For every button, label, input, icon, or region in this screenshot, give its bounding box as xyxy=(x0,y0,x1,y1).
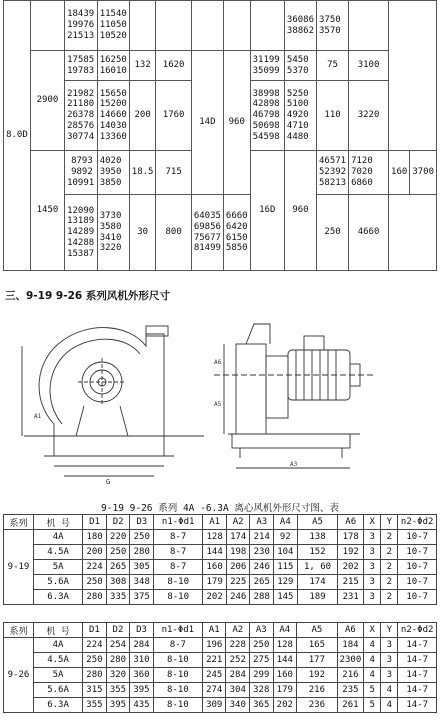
power-cell xyxy=(129,1,156,51)
power-cell: 30 xyxy=(129,195,156,271)
table-header-row: 系列 机 号 D1 D2 D3 n1-Φd1 A1 A2 A3 A4 A5 A6 X Y n2-Φd2 xyxy=(4,623,437,638)
pressure2-cell: 5450 5370 xyxy=(284,51,316,81)
fan-outline-drawing xyxy=(14,306,434,486)
power2-cell: 250 xyxy=(317,195,349,271)
pressure-cell: 11540 11050 10520 xyxy=(97,1,129,51)
table-row: 9-26 4A 224 254 284 8-7 196 228 250 128 165 184 4 3 14-7 xyxy=(4,638,437,653)
table-row: 5.6A 315 355 395 8-10 274 304 328 179 216 235 5 4 14-7 xyxy=(4,683,437,698)
flow2-cell: 31199 35099 xyxy=(250,51,284,81)
power2-cell: 75 xyxy=(317,51,349,81)
flow-cell: 12090 13189 14289 14288 15387 xyxy=(65,195,98,271)
table-header-row: 系列 机 号 D1 D2 D3 n1-Φd1 A1 A2 A3 A4 A5 A6 X Y n2-Φd2 xyxy=(4,515,437,530)
motor-rpm-cell: 960 xyxy=(284,151,316,271)
flow2-cell: 38998 42898 46798 50698 54598 xyxy=(250,81,284,151)
price2-cell xyxy=(349,1,389,51)
price2-cell: 3700 xyxy=(410,151,437,195)
pressure-cell: 4020 3950 3850 xyxy=(97,151,129,195)
series-cell: 9-19 xyxy=(4,530,34,605)
table-row: 9-19 4A 180 220 250 8-7 128 174 214 92 138 178 3 2 10-7 xyxy=(4,530,437,545)
table-caption: 9-19 9-26 系列 4A -6.3A 离心风机外形尺寸图、表 xyxy=(101,503,339,514)
table-row: 5A 280 320 360 8-10 245 284 299 160 192 216 4 3 14-7 xyxy=(4,668,437,683)
flow2-cell: 36086 38862 xyxy=(284,1,316,51)
rpm-cell: 1450 xyxy=(30,151,64,271)
power-cell: 132 xyxy=(129,51,156,81)
pressure-cell: 15650 15200 14660 14030 13360 xyxy=(97,81,129,151)
rpm-cell xyxy=(30,1,64,51)
motor-cell: 16D xyxy=(250,151,284,271)
motor-rpm-cell xyxy=(223,1,250,51)
table-row: 4.5A 250 280 310 8-10 221 252 275 144 177 2300 4 3 14-7 xyxy=(4,653,437,668)
pressure2-cell: 5250 5100 4920 4710 4480 xyxy=(284,81,316,151)
flow-cell: 18439 19976 21513 xyxy=(65,1,98,51)
motor-cell xyxy=(191,1,223,51)
power-cell: 18.5 xyxy=(129,151,156,195)
svg-text:A5: A5 xyxy=(214,401,222,408)
power-cell: 200 xyxy=(129,81,156,151)
price-cell: 800 xyxy=(156,195,191,271)
pressure-cell: 3730 3580 3410 3220 xyxy=(97,195,129,271)
model-cell: 8.0D xyxy=(4,1,31,271)
price2-cell: 3100 xyxy=(349,51,389,81)
svg-text:A6: A6 xyxy=(214,359,222,366)
price-cell: 715 xyxy=(156,151,191,195)
dimension-table-9-26 xyxy=(3,622,437,713)
svg-text:A1: A1 xyxy=(34,413,42,420)
pressure2-cell: 3750 3570 xyxy=(317,1,349,51)
table-row: 4.5A 200 250 280 8-7 144 198 230 104 152 192 3 2 10-7 xyxy=(4,545,437,560)
motor-rpm-cell: 960 xyxy=(223,51,250,195)
section-heading: 三、9-19 9-26 系列风机外形尺寸 xyxy=(5,290,170,302)
flow2-cell: 46571 52392 58213 xyxy=(317,151,349,195)
power2-cell: 110 xyxy=(317,81,349,151)
dimension-table-9-19 xyxy=(3,514,437,605)
motor-cell: 14D xyxy=(191,51,223,195)
table-row: 5.6A 250 308 348 8-10 179 225 265 129 174 215 3 2 10-7 xyxy=(4,575,437,590)
power2-cell: 160 xyxy=(389,151,410,195)
spacer-cell xyxy=(250,1,284,51)
table-row: 5A 224 265 305 8-7 160 206 246 115 1, 60 202 3 2 10-7 xyxy=(4,560,437,575)
price-cell: 1620 xyxy=(156,51,191,81)
pressure2-cell: 7120 7020 6860 xyxy=(349,151,389,195)
price-cell xyxy=(156,1,191,51)
flow-cell: 8793 9892 10991 xyxy=(65,151,98,195)
svg-text:A3: A3 xyxy=(290,461,298,468)
flow-cell: 21982 21180 26378 28576 30774 xyxy=(65,81,98,151)
table-row: 6.3A 355 395 435 8-10 309 340 365 202 236 261 5 4 14-7 xyxy=(4,698,437,713)
price-cell: 1760 xyxy=(156,81,191,151)
pressure-cell: 16250 16010 xyxy=(97,51,129,81)
series-cell: 9-26 xyxy=(4,638,34,713)
flow-cell: 17585 19783 xyxy=(65,51,98,81)
performance-table xyxy=(3,0,437,271)
svg-text:G: G xyxy=(106,478,111,486)
price2-cell: 4660 xyxy=(349,195,389,271)
price2-cell: 3220 xyxy=(349,81,389,151)
pressure2-cell: 6660 6420 6150 5850 xyxy=(223,195,250,271)
flow2-cell: 64035 69856 75677 81499 xyxy=(191,195,223,271)
table-row: 6.3A 280 335 375 8-10 202 246 288 145 189 231 3 2 10-7 xyxy=(4,590,437,605)
rpm-cell: 2900 xyxy=(30,51,64,151)
